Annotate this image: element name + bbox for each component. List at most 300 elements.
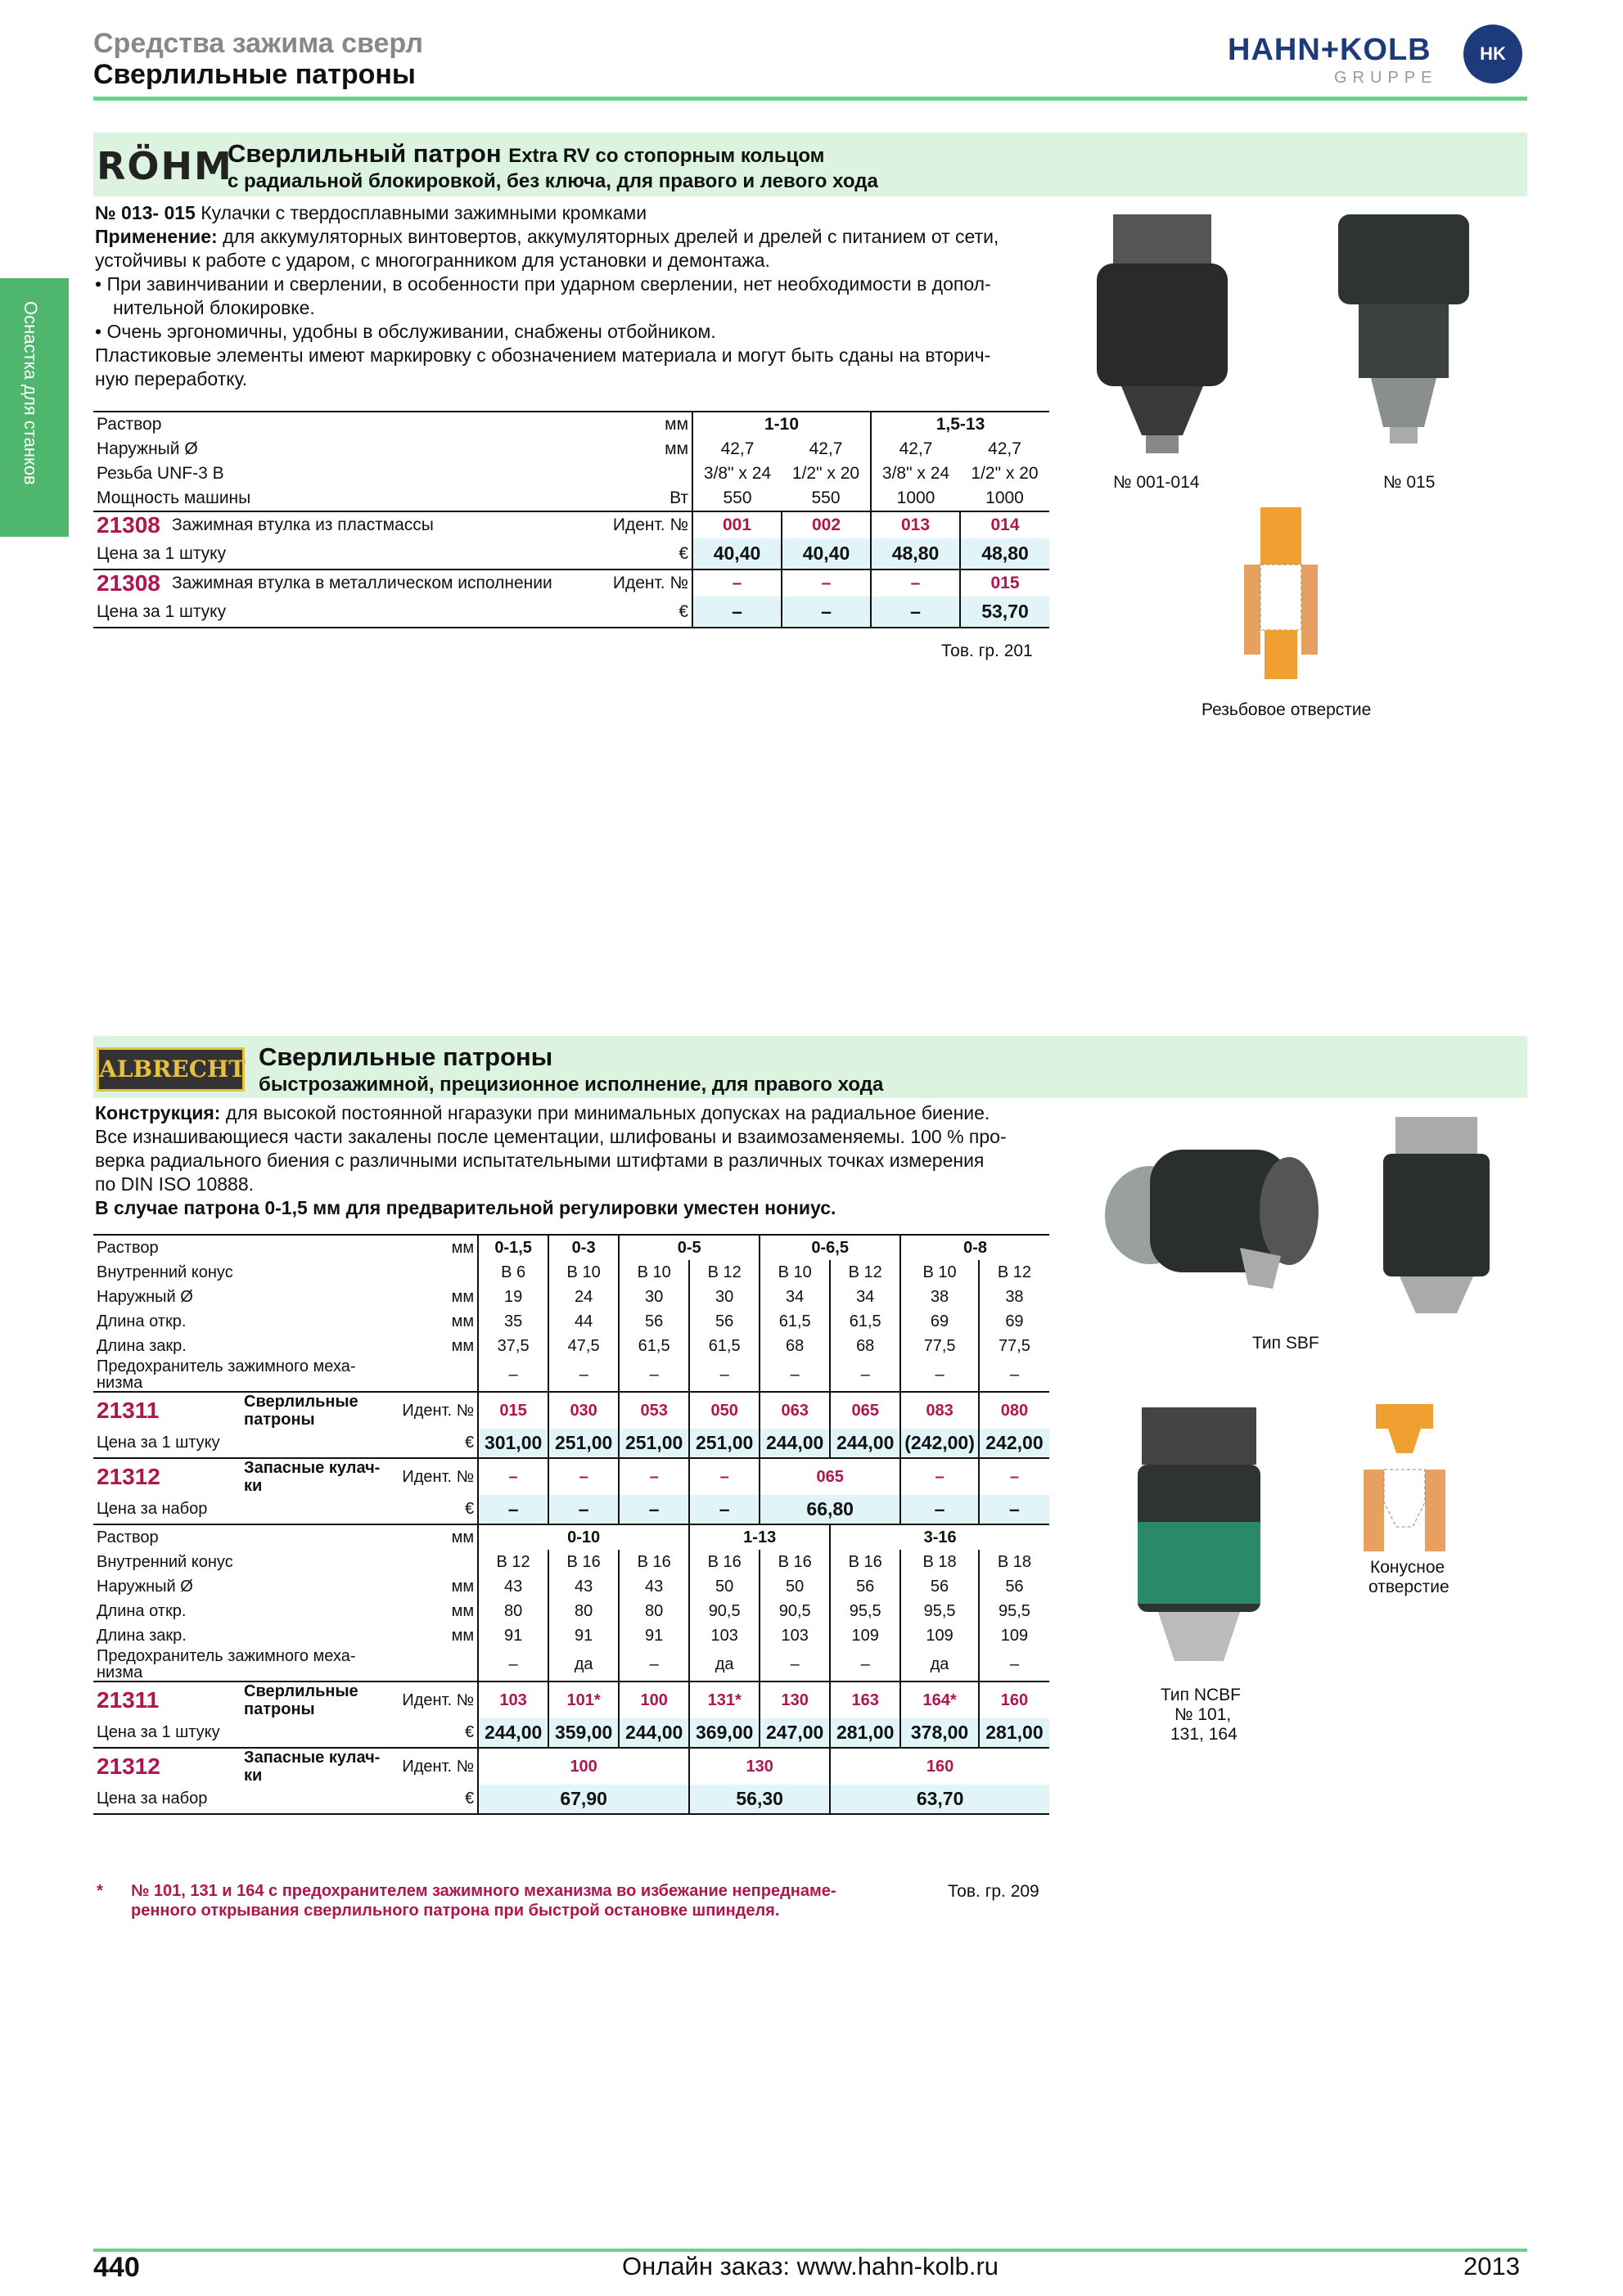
cell: 37,5: [478, 1334, 548, 1358]
price: 247,00: [760, 1718, 830, 1748]
rohm-title-text: Сверлильный патрон: [228, 139, 502, 168]
chuck-image: [1089, 214, 1236, 460]
price: 63,70: [830, 1785, 1049, 1814]
albrecht-title: Сверлильные патроны: [259, 1042, 553, 1071]
cell: 95,5: [900, 1599, 979, 1623]
row-label: Мощность машины: [97, 488, 251, 507]
ident-code: 014: [960, 511, 1049, 538]
price: –: [979, 1495, 1049, 1524]
cell: B 18: [900, 1550, 979, 1574]
price: 244,00: [760, 1429, 830, 1458]
row-label: Внутренний конус: [97, 1263, 233, 1281]
ident-code: 100: [478, 1748, 689, 1785]
group-header: 0-8: [900, 1235, 1049, 1260]
ident-label: Идент. №: [392, 1748, 478, 1785]
row-unit: мм: [451, 1626, 475, 1645]
ident-code: –: [692, 569, 782, 597]
albrecht-c2: Все изнашивающиеся части закалены после цементации, шлифованы и взаимозаменяемы. 100 % про-: [95, 1126, 1007, 1147]
cell: 30: [689, 1285, 760, 1309]
group-header: 0-6,5: [760, 1235, 900, 1260]
row-label-line: Предохранитель зажимного меха-: [97, 1647, 356, 1665]
cell: –: [760, 1648, 830, 1681]
ident-code: 083: [900, 1392, 979, 1429]
ident-label: Идент. №: [594, 511, 692, 538]
cell: 80: [478, 1599, 548, 1623]
side-tab: [0, 278, 69, 537]
cell: B 12: [830, 1260, 900, 1285]
ident-label: Идент. №: [392, 1458, 478, 1495]
price-row: [93, 1785, 1049, 1814]
group-header: 1-10: [692, 412, 871, 437]
row-label: Наружный Ø: [97, 1287, 193, 1306]
row-unit: мм: [451, 1238, 475, 1257]
header-divider: [93, 97, 1527, 101]
cell: 90,5: [689, 1599, 760, 1623]
rohm-plastic2: ную переработку.: [95, 368, 248, 389]
row-label-line: низма: [97, 1663, 143, 1681]
cell: 1/2" x 20: [971, 464, 1039, 483]
article-desc: [241, 1458, 392, 1495]
table-row: [93, 486, 1049, 511]
cell: 42,7: [871, 437, 960, 461]
cell: 35: [478, 1309, 548, 1334]
rohm-title-small: Extra RV со стопорным кольцом: [508, 145, 825, 167]
article-desc-line: патроны: [244, 1411, 315, 1429]
cell: 38: [900, 1285, 979, 1309]
cell: 43: [548, 1574, 619, 1599]
cell: 109: [979, 1623, 1049, 1648]
article-desc: Зажимная втулка из пластмассы: [169, 511, 594, 538]
price: 251,00: [548, 1429, 619, 1458]
currency: €: [594, 538, 692, 569]
price: 281,00: [830, 1718, 900, 1748]
page-number: 440: [93, 2252, 140, 2283]
albrecht-bold-note: В случае патрона 0-1,5 мм для предварительной регулировки уместен нониус.: [95, 1197, 836, 1218]
cell: 69: [979, 1309, 1049, 1334]
cell: 61,5: [689, 1334, 760, 1358]
price: 67,90: [478, 1785, 689, 1814]
row-unit: Вт: [669, 488, 688, 507]
price: 53,70: [960, 597, 1049, 628]
table-row: [93, 1235, 1049, 1260]
cell: B 12: [689, 1260, 760, 1285]
ident-code: 015: [478, 1392, 548, 1429]
ident-label: Идент. №: [594, 569, 692, 597]
cell: 61,5: [760, 1309, 830, 1334]
price-label: Цена за 1 штуку: [93, 1429, 392, 1458]
rohm-logo: RÖHM: [97, 144, 233, 188]
ident-code: –: [689, 1458, 760, 1495]
cell: 77,5: [900, 1334, 979, 1358]
cell: B 10: [900, 1260, 979, 1285]
cell: 42,7: [809, 439, 843, 458]
row-label: [93, 1648, 478, 1681]
price: 56,30: [689, 1785, 830, 1814]
rohm-bullet1b: нительной блокировке.: [113, 297, 315, 318]
ident-code: –: [782, 569, 871, 597]
ident-code: 164*: [900, 1681, 979, 1718]
ident-code: 065: [760, 1458, 900, 1495]
cell: 42,7: [988, 439, 1021, 458]
price: 244,00: [478, 1718, 548, 1748]
brand-sub: GRUPPE: [1334, 69, 1438, 87]
cell: –: [979, 1648, 1049, 1681]
price: –: [478, 1495, 548, 1524]
row-unit: мм: [392, 1524, 478, 1550]
cell: 61,5: [619, 1334, 689, 1358]
row-label: [93, 1358, 478, 1392]
table-row: [93, 1599, 1049, 1623]
thread-diagram: [1244, 507, 1318, 687]
cell: 50: [689, 1574, 760, 1599]
brand-logo: HK: [1463, 25, 1522, 83]
ident-code: 065: [830, 1392, 900, 1429]
article-desc-line: ки: [244, 1477, 263, 1495]
price-label: Цена за 1 штуку: [93, 1718, 392, 1748]
caption: Конусное: [1370, 1558, 1445, 1577]
caption: № 001-014: [1113, 473, 1200, 492]
cell: B 16: [689, 1550, 760, 1574]
row-label: Раствор: [97, 1238, 159, 1257]
price-row: [93, 1495, 1049, 1524]
row-label: Наружный Ø: [97, 439, 198, 458]
cell: 47,5: [548, 1334, 619, 1358]
row-unit: мм: [665, 415, 688, 434]
ident-code: 101*: [548, 1681, 619, 1718]
row-unit: [392, 1550, 478, 1574]
row-label: Наружный Ø: [97, 1577, 193, 1596]
price: –: [548, 1495, 619, 1524]
rohm-note-num: № 013- 015: [95, 202, 196, 223]
table-row: [93, 511, 1049, 538]
rohm-app-text: для аккумуляторных винтовертов, аккумуляторных дрелей и дрелей с питанием от сети,: [223, 226, 999, 247]
cell: 69: [900, 1309, 979, 1334]
cell: 34: [760, 1285, 830, 1309]
currency: €: [392, 1429, 478, 1458]
row-unit: [392, 1260, 478, 1285]
ncbf-chuck-image: [1125, 1407, 1273, 1677]
cell: –: [900, 1358, 979, 1392]
caption: 131, 164: [1170, 1725, 1238, 1744]
price: 301,00: [478, 1429, 548, 1458]
price: 359,00: [548, 1718, 619, 1748]
ident-code: –: [979, 1458, 1049, 1495]
cell: 109: [830, 1623, 900, 1648]
cone-diagram: [1364, 1404, 1445, 1551]
cell: B 12: [478, 1550, 548, 1574]
albrecht-c1: для высокой постоянной нгаразуки при минимальных допусках на радиальное биение.: [225, 1102, 990, 1123]
caption: № 101,: [1174, 1705, 1232, 1724]
sbf-chuck-image: [1375, 1117, 1498, 1330]
article-number: 21308: [93, 511, 169, 538]
cell: 95,5: [979, 1599, 1049, 1623]
rohm-app-label: Применение:: [95, 226, 218, 247]
price: (242,00): [900, 1429, 979, 1458]
cell: 80: [619, 1599, 689, 1623]
ident-code: 015: [960, 569, 1049, 597]
cell: 550: [692, 486, 782, 511]
cell: 91: [619, 1623, 689, 1648]
cell: 43: [619, 1574, 689, 1599]
article-number: 21308: [93, 569, 169, 597]
price-label: Цена за набор: [93, 1785, 392, 1814]
currency: €: [594, 597, 692, 628]
footnote-line2: ренного открывания сверлильного патрона при быстрой остановке шпинделя.: [131, 1902, 780, 1920]
rohm-bullet2: • Очень эргономичны, удобны в обслуживании, снабжены отбойником.: [95, 321, 716, 342]
row-label-line: Предохранитель зажимного меха-: [97, 1357, 356, 1375]
cell: –: [619, 1648, 689, 1681]
cell: 80: [548, 1599, 619, 1623]
ident-label: Идент. №: [392, 1392, 478, 1429]
price-row: [93, 538, 1049, 569]
rohm-description: [95, 201, 1044, 391]
ident-code: 013: [871, 511, 960, 538]
cell: 1000: [985, 488, 1024, 507]
cell: 91: [548, 1623, 619, 1648]
albrecht-tov-group: Тов. гр. 209: [948, 1882, 1039, 1901]
cell: 61,5: [830, 1309, 900, 1334]
ident-code: 030: [548, 1392, 619, 1429]
rohm-subtitle: с радиальной блокировкой, без ключа, для правого и левого хода: [228, 170, 878, 192]
cell: 56: [619, 1309, 689, 1334]
article-desc: [241, 1748, 392, 1785]
ident-code: 103: [478, 1681, 548, 1718]
cell: B 16: [548, 1550, 619, 1574]
table-row: [93, 1309, 1049, 1334]
price: –: [900, 1495, 979, 1524]
table-row: [93, 1574, 1049, 1599]
price: –: [692, 597, 782, 628]
cell: 34: [830, 1285, 900, 1309]
table-row: [93, 412, 1049, 437]
cell: 103: [689, 1623, 760, 1648]
currency: €: [392, 1718, 478, 1748]
ident-code: 160: [830, 1748, 1049, 1785]
price: 48,80: [960, 538, 1049, 569]
table-row: [93, 1260, 1049, 1285]
group-header: 0-10: [478, 1524, 689, 1550]
ident-code: 063: [760, 1392, 830, 1429]
cell: 68: [760, 1334, 830, 1358]
cell: B 10: [760, 1260, 830, 1285]
rohm-plastic1: Пластиковые элементы имеют маркировку с обозначением материала и могут быть сданы на вторич-: [95, 344, 991, 366]
cell: 56: [830, 1574, 900, 1599]
ident-code: –: [619, 1458, 689, 1495]
price: 244,00: [619, 1718, 689, 1748]
cell: 68: [830, 1334, 900, 1358]
table-row: [93, 1748, 1049, 1785]
article-desc: [241, 1681, 392, 1718]
article-number: 21312: [93, 1748, 241, 1785]
table-row: [93, 461, 1049, 486]
cell: да: [548, 1648, 619, 1681]
caption: № 015: [1383, 473, 1436, 492]
row-unit: мм: [665, 439, 688, 458]
group-header: 0-1,5: [478, 1235, 548, 1260]
price: 66,80: [760, 1495, 900, 1524]
cell: –: [830, 1648, 900, 1681]
cell: 38: [979, 1285, 1049, 1309]
cell: B 6: [478, 1260, 548, 1285]
ident-code: 160: [979, 1681, 1049, 1718]
price: 40,40: [782, 538, 871, 569]
row-unit: мм: [451, 1287, 475, 1306]
group-header: 0-3: [548, 1235, 619, 1260]
row-label: Длина откр.: [97, 1312, 187, 1330]
cell: 109: [900, 1623, 979, 1648]
cell: –: [478, 1358, 548, 1392]
albrecht-c3: верка радиального биения с различными испытательными штифтами в различных точках измерения: [95, 1150, 985, 1171]
price-label: Цена за набор: [93, 1495, 392, 1524]
row-label: Раствор: [97, 415, 162, 434]
rohm-app-text2: устойчивы к работе с ударом, с многогранником для установки и демонтажа.: [95, 250, 770, 271]
price: –: [871, 597, 960, 628]
ident-code: 130: [760, 1681, 830, 1718]
table-row: [93, 1648, 1049, 1681]
albrecht-logo: ALBRECHT: [97, 1047, 245, 1092]
table-row: [93, 1285, 1049, 1309]
chuck-image: [1326, 214, 1481, 452]
footnote-line1: № 101, 131 и 164 с предохранителем зажимного механизма во избежание непреднаме-: [131, 1882, 836, 1900]
article-desc: Зажимная втулка в металлическом исполнении: [169, 569, 594, 597]
row-label: Длина откр.: [97, 1601, 187, 1620]
price: 48,80: [871, 538, 960, 569]
cell: –: [979, 1358, 1049, 1392]
currency: €: [392, 1785, 478, 1814]
price-row: [93, 597, 1049, 628]
albrecht-c4: по DIN ISO 10888.: [95, 1173, 254, 1195]
cell: 24: [548, 1285, 619, 1309]
cell: B 16: [619, 1550, 689, 1574]
row-unit: мм: [451, 1312, 475, 1330]
caption: отверстие: [1368, 1578, 1449, 1596]
cell: 77,5: [979, 1334, 1049, 1358]
row-unit: мм: [451, 1577, 475, 1596]
caption: Тип NCBF: [1161, 1686, 1242, 1704]
cell: 90,5: [760, 1599, 830, 1623]
cell: 56: [689, 1309, 760, 1334]
article-number: 21311: [93, 1392, 241, 1429]
cell: B 16: [760, 1550, 830, 1574]
cell: 19: [478, 1285, 548, 1309]
order-link[interactable]: Онлайн заказ: www.hahn-kolb.ru: [622, 2252, 999, 2280]
albrecht-subtitle: быстрозажимной, прецизионное исполнение, для правого хода: [259, 1074, 884, 1096]
ident-code: 080: [979, 1392, 1049, 1429]
article-number: 21311: [93, 1681, 241, 1718]
ident-code: 001: [692, 511, 782, 538]
currency: €: [392, 1495, 478, 1524]
cell: –: [619, 1358, 689, 1392]
cell: B 18: [979, 1550, 1049, 1574]
table-row: [93, 1334, 1049, 1358]
price: 251,00: [619, 1429, 689, 1458]
group-header: 3-16: [830, 1524, 1049, 1550]
cell: 1/2" x 20: [791, 464, 860, 483]
ident-code: 050: [689, 1392, 760, 1429]
price: –: [782, 597, 871, 628]
cell: –: [689, 1358, 760, 1392]
cell: 103: [760, 1623, 830, 1648]
cell: 56: [979, 1574, 1049, 1599]
cell: 30: [619, 1285, 689, 1309]
cell: 550: [811, 488, 841, 507]
price-label: Цена за 1 штуку: [93, 597, 594, 628]
albrecht-table: [93, 1234, 1049, 1815]
price: 40,40: [692, 538, 782, 569]
article-desc-line: ки: [244, 1767, 263, 1785]
price-row: [93, 1429, 1049, 1458]
cell: да: [689, 1648, 760, 1681]
price: –: [619, 1495, 689, 1524]
table-row: [93, 1392, 1049, 1429]
cell: 50: [760, 1574, 830, 1599]
ident-code: 131*: [689, 1681, 760, 1718]
price: 251,00: [689, 1429, 760, 1458]
row-label: Раствор: [93, 1524, 392, 1550]
rohm-bullet1: • При завинчивании и сверлении, в особенности при ударном сверлении, нет необходимости в допол-: [95, 273, 991, 295]
row-label: Длина закр.: [97, 1336, 187, 1355]
price-row: [93, 1718, 1049, 1748]
rohm-table: [93, 411, 1049, 628]
cell: –: [760, 1358, 830, 1392]
group-header: 1-13: [689, 1524, 830, 1550]
rohm-tov-group: Тов. гр. 201: [941, 642, 1033, 660]
header-category: Средства зажима сверл: [93, 28, 423, 59]
ident-code: 130: [689, 1748, 830, 1785]
row-label: Внутренний конус: [97, 1552, 233, 1571]
header-subcategory: Сверлильные патроны: [93, 59, 416, 90]
price: 281,00: [979, 1718, 1049, 1748]
article-number: 21312: [93, 1458, 241, 1495]
rohm-note-text: Кулачки с твердосплавными зажимными кромками: [201, 202, 647, 223]
table-row: [93, 1458, 1049, 1495]
row-label: Резьба UNF-3 B: [97, 464, 224, 483]
cell: 44: [548, 1309, 619, 1334]
row-label: Длина закр.: [97, 1626, 187, 1645]
cell: 56: [900, 1574, 979, 1599]
ident-code: –: [478, 1458, 548, 1495]
cell: 1000: [871, 486, 960, 511]
row-label-line: низма: [97, 1374, 143, 1392]
cell: –: [478, 1648, 548, 1681]
article-desc-line: патроны: [244, 1700, 315, 1718]
price: 242,00: [979, 1429, 1049, 1458]
table-row: [93, 1550, 1049, 1574]
cell: 91: [478, 1623, 548, 1648]
cell: 95,5: [830, 1599, 900, 1623]
cell: B 10: [548, 1260, 619, 1285]
table-row: [93, 1623, 1049, 1648]
cell: –: [548, 1358, 619, 1392]
footnote-star: *: [97, 1882, 103, 1900]
article-desc-line: Запасные кулач-: [244, 1459, 381, 1477]
article-desc-line: Сверлильные: [244, 1393, 358, 1411]
price: 369,00: [689, 1718, 760, 1748]
ident-code: –: [871, 569, 960, 597]
price: –: [689, 1495, 760, 1524]
sbf-chuck-image: [1093, 1125, 1346, 1297]
side-tab-label: Оснастка для станков: [20, 301, 41, 485]
price: 244,00: [830, 1429, 900, 1458]
table-row: [93, 569, 1049, 597]
article-desc-line: Сверлильные: [244, 1682, 358, 1700]
albrecht-description: [95, 1101, 1044, 1220]
group-header: 1,5-13: [871, 412, 1049, 437]
cell: 42,7: [692, 437, 782, 461]
price: 378,00: [900, 1718, 979, 1748]
cell: –: [830, 1358, 900, 1392]
row-unit: мм: [451, 1601, 475, 1620]
